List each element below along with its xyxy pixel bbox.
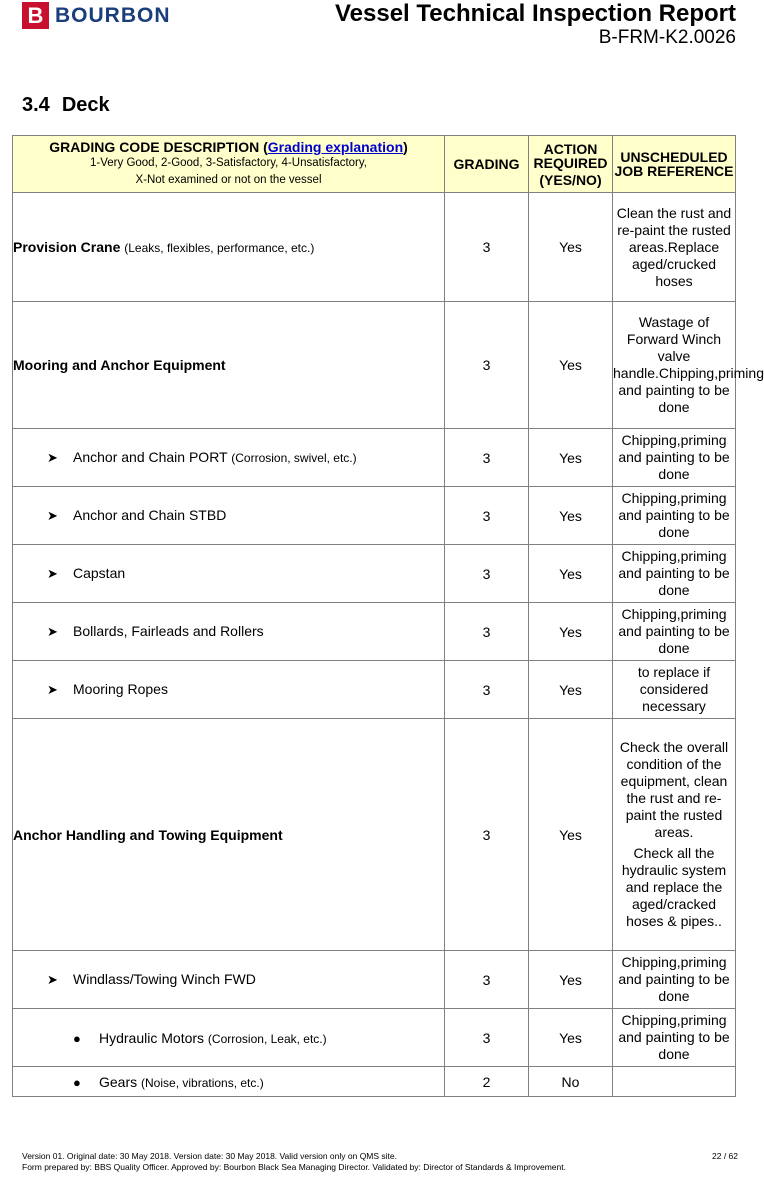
grading-code-title: GRADING CODE DESCRIPTION (: [49, 139, 268, 155]
unscheduled-line2: JOB REFERENCE: [614, 163, 734, 179]
job-reference-text: Clean the rust and re-paint the rusted areas.Replace aged/crucked hoses: [616, 204, 732, 289]
table-row: [13, 1009, 736, 1067]
logo-mark: B: [22, 2, 49, 29]
section-number: 3.4: [22, 94, 50, 116]
grading-cell[interactable]: 3: [445, 545, 529, 603]
arrow-bullet-icon: ➤: [47, 682, 58, 697]
job-reference-cell[interactable]: [613, 719, 736, 951]
table-row: [13, 719, 736, 951]
arrow-bullet-icon: ➤: [47, 566, 58, 581]
report-title: Vessel Technical Inspection Report: [334, 0, 736, 27]
item-name: Anchor and Chain STBD: [73, 507, 227, 523]
grading-cell[interactable]: 3: [445, 429, 529, 487]
job-reference-cell[interactable]: [613, 603, 736, 661]
arrow-bullet-icon: ➤: [47, 972, 58, 987]
grading-cell[interactable]: 3: [445, 193, 529, 302]
inspection-table: [12, 135, 764, 1097]
bullet-dot-icon: ●: [73, 1074, 81, 1090]
table-row: [13, 951, 736, 1009]
action-cell[interactable]: Yes: [529, 193, 613, 302]
action-cell[interactable]: Yes: [529, 429, 613, 487]
arrow-bullet-icon: ➤: [47, 450, 58, 465]
item-name: Gears: [99, 1073, 138, 1090]
job-reference-text: Chipping,priming and painting to be done: [618, 954, 730, 1004]
item-cell: [13, 429, 445, 487]
job-reference-cell[interactable]: [613, 661, 736, 719]
action-line2: REQUIRED: [533, 154, 608, 171]
item-note: (Noise, vibrations, etc.): [141, 1075, 264, 1090]
item-note: (Corrosion, Leak, etc.): [207, 1031, 327, 1046]
item-name: Anchor Handling and Towing Equipment: [13, 826, 283, 843]
grading-cell[interactable]: 3: [445, 603, 529, 661]
job-reference-cell[interactable]: [613, 1009, 736, 1067]
job-reference-cell[interactable]: [613, 193, 736, 302]
grading-cell[interactable]: 3: [445, 661, 529, 719]
job-reference-text: Chipping,priming and painting to be done: [618, 432, 730, 482]
grading-explanation-link[interactable]: Grading explanation: [267, 139, 404, 155]
grading-cell[interactable]: 3: [445, 951, 529, 1009]
item-name: Bollards, Fairleads and Rollers: [73, 623, 264, 639]
action-cell[interactable]: Yes: [529, 661, 613, 719]
company-logo: [22, 2, 171, 29]
item-note: (Leaks, flexibles, performance, etc.): [124, 241, 315, 255]
job-reference-cell[interactable]: [613, 487, 736, 545]
item-name: Anchor and Chain PORT: [73, 449, 228, 465]
job-reference-cell[interactable]: [613, 951, 736, 1009]
table-row: [13, 603, 736, 661]
header-grading-code: [13, 136, 445, 193]
header-action-required: [529, 136, 613, 193]
job-reference-text: Check the overall condition of the equipment, clean the rust and re-paint the rusted areas.: [619, 739, 729, 840]
item-note: (Corrosion, swivel, etc.): [231, 451, 357, 465]
action-line1: ACTION: [543, 140, 598, 157]
item-cell: [13, 1067, 445, 1097]
item-name: Mooring and Anchor Equipment: [13, 357, 226, 373]
job-reference-cell[interactable]: [613, 302, 764, 429]
table-header-row: [13, 136, 736, 193]
footer-approval: Form prepared by: BBS Quality Officer. Approved by: Bourbon Black Sea Managing Director. Validated by: Director of Standards & Improvement.: [22, 1162, 566, 1172]
job-reference-text: Check all the hydraulic system and replace the aged/cracked hoses & pipes..: [621, 845, 727, 929]
job-reference-text: Chipping,priming and painting to be done: [618, 548, 730, 598]
job-reference-cell[interactable]: [613, 1067, 736, 1097]
item-name: Hydraulic Motors: [99, 1029, 205, 1046]
table-row: [13, 302, 736, 429]
section-heading: [22, 94, 110, 117]
logo-text: BOURBON: [55, 3, 171, 27]
arrow-bullet-icon: ➤: [47, 508, 58, 523]
unscheduled-line1: UNSCHEDULED: [620, 149, 728, 165]
job-reference-cell[interactable]: [613, 545, 736, 603]
section-title: Deck: [61, 94, 110, 116]
arrow-bullet-icon: ➤: [47, 624, 58, 639]
table-row: [13, 487, 736, 545]
page-footer: [22, 1151, 566, 1173]
report-code: B-FRM-K2.0026: [598, 27, 736, 48]
item-cell: [13, 193, 445, 302]
grading-cell[interactable]: 3: [445, 487, 529, 545]
action-cell[interactable]: Yes: [529, 603, 613, 661]
page-number: 22 / 62: [712, 1151, 738, 1161]
item-cell: [13, 1009, 445, 1067]
item-cell: [13, 719, 445, 951]
action-cell[interactable]: Yes: [529, 545, 613, 603]
job-reference-cell[interactable]: [613, 429, 736, 487]
item-cell: [13, 487, 445, 545]
item-name: Mooring Ropes: [73, 681, 168, 697]
table-row: [13, 661, 736, 719]
bullet-dot-icon: ●: [73, 1030, 81, 1046]
item-cell: [13, 545, 445, 603]
item-cell: [13, 661, 445, 719]
item-name: Windlass/Towing Winch FWD: [73, 971, 256, 987]
action-cell[interactable]: Yes: [529, 302, 613, 429]
item-name: Provision Crane: [13, 239, 121, 255]
item-name: Capstan: [73, 565, 126, 581]
action-cell[interactable]: Yes: [529, 487, 613, 545]
job-reference-text: Chipping,priming and painting to be done: [618, 606, 730, 656]
header-unscheduled-job: [613, 136, 736, 193]
grading-cell[interactable]: 2: [445, 1067, 529, 1097]
grading-scale-line2: X-Not examined or not on the vessel: [135, 174, 322, 186]
grading-cell[interactable]: 3: [445, 1009, 529, 1067]
item-cell: [13, 603, 445, 661]
job-reference-text: Chipping,priming and painting to be done: [618, 1012, 730, 1062]
table-row: [13, 1067, 736, 1097]
table-row: [13, 193, 736, 302]
grading-code-close: ): [403, 139, 408, 155]
grading-scale-line1: 1-Very Good, 2-Good, 3-Satisfactory, 4-Unsatisfactory,: [90, 157, 367, 169]
item-cell: [13, 302, 445, 429]
table-row: [13, 429, 736, 487]
header-grading: GRADING: [445, 136, 529, 193]
job-reference-text: Wastage of Forward Winch valve handle.Chipping,priming and painting to be done: [613, 314, 764, 415]
job-reference-text: Chipping,priming and painting to be done: [618, 490, 730, 540]
grading-cell[interactable]: 3: [445, 302, 529, 429]
footer-version: Version 01. Original date: 30 May 2018. Version date: 30 May 2018. Valid version only on QMS site.: [22, 1151, 398, 1161]
action-cell[interactable]: Yes: [529, 719, 613, 951]
table-row: [13, 545, 736, 603]
job-reference-text: to replace if considered necessary: [637, 664, 711, 714]
item-cell: [13, 951, 445, 1009]
action-cell[interactable]: Yes: [529, 1009, 613, 1067]
action-line3: (YES/NO): [539, 171, 602, 188]
action-cell[interactable]: No: [529, 1067, 613, 1097]
grading-cell[interactable]: 3: [445, 719, 529, 951]
action-cell[interactable]: Yes: [529, 951, 613, 1009]
